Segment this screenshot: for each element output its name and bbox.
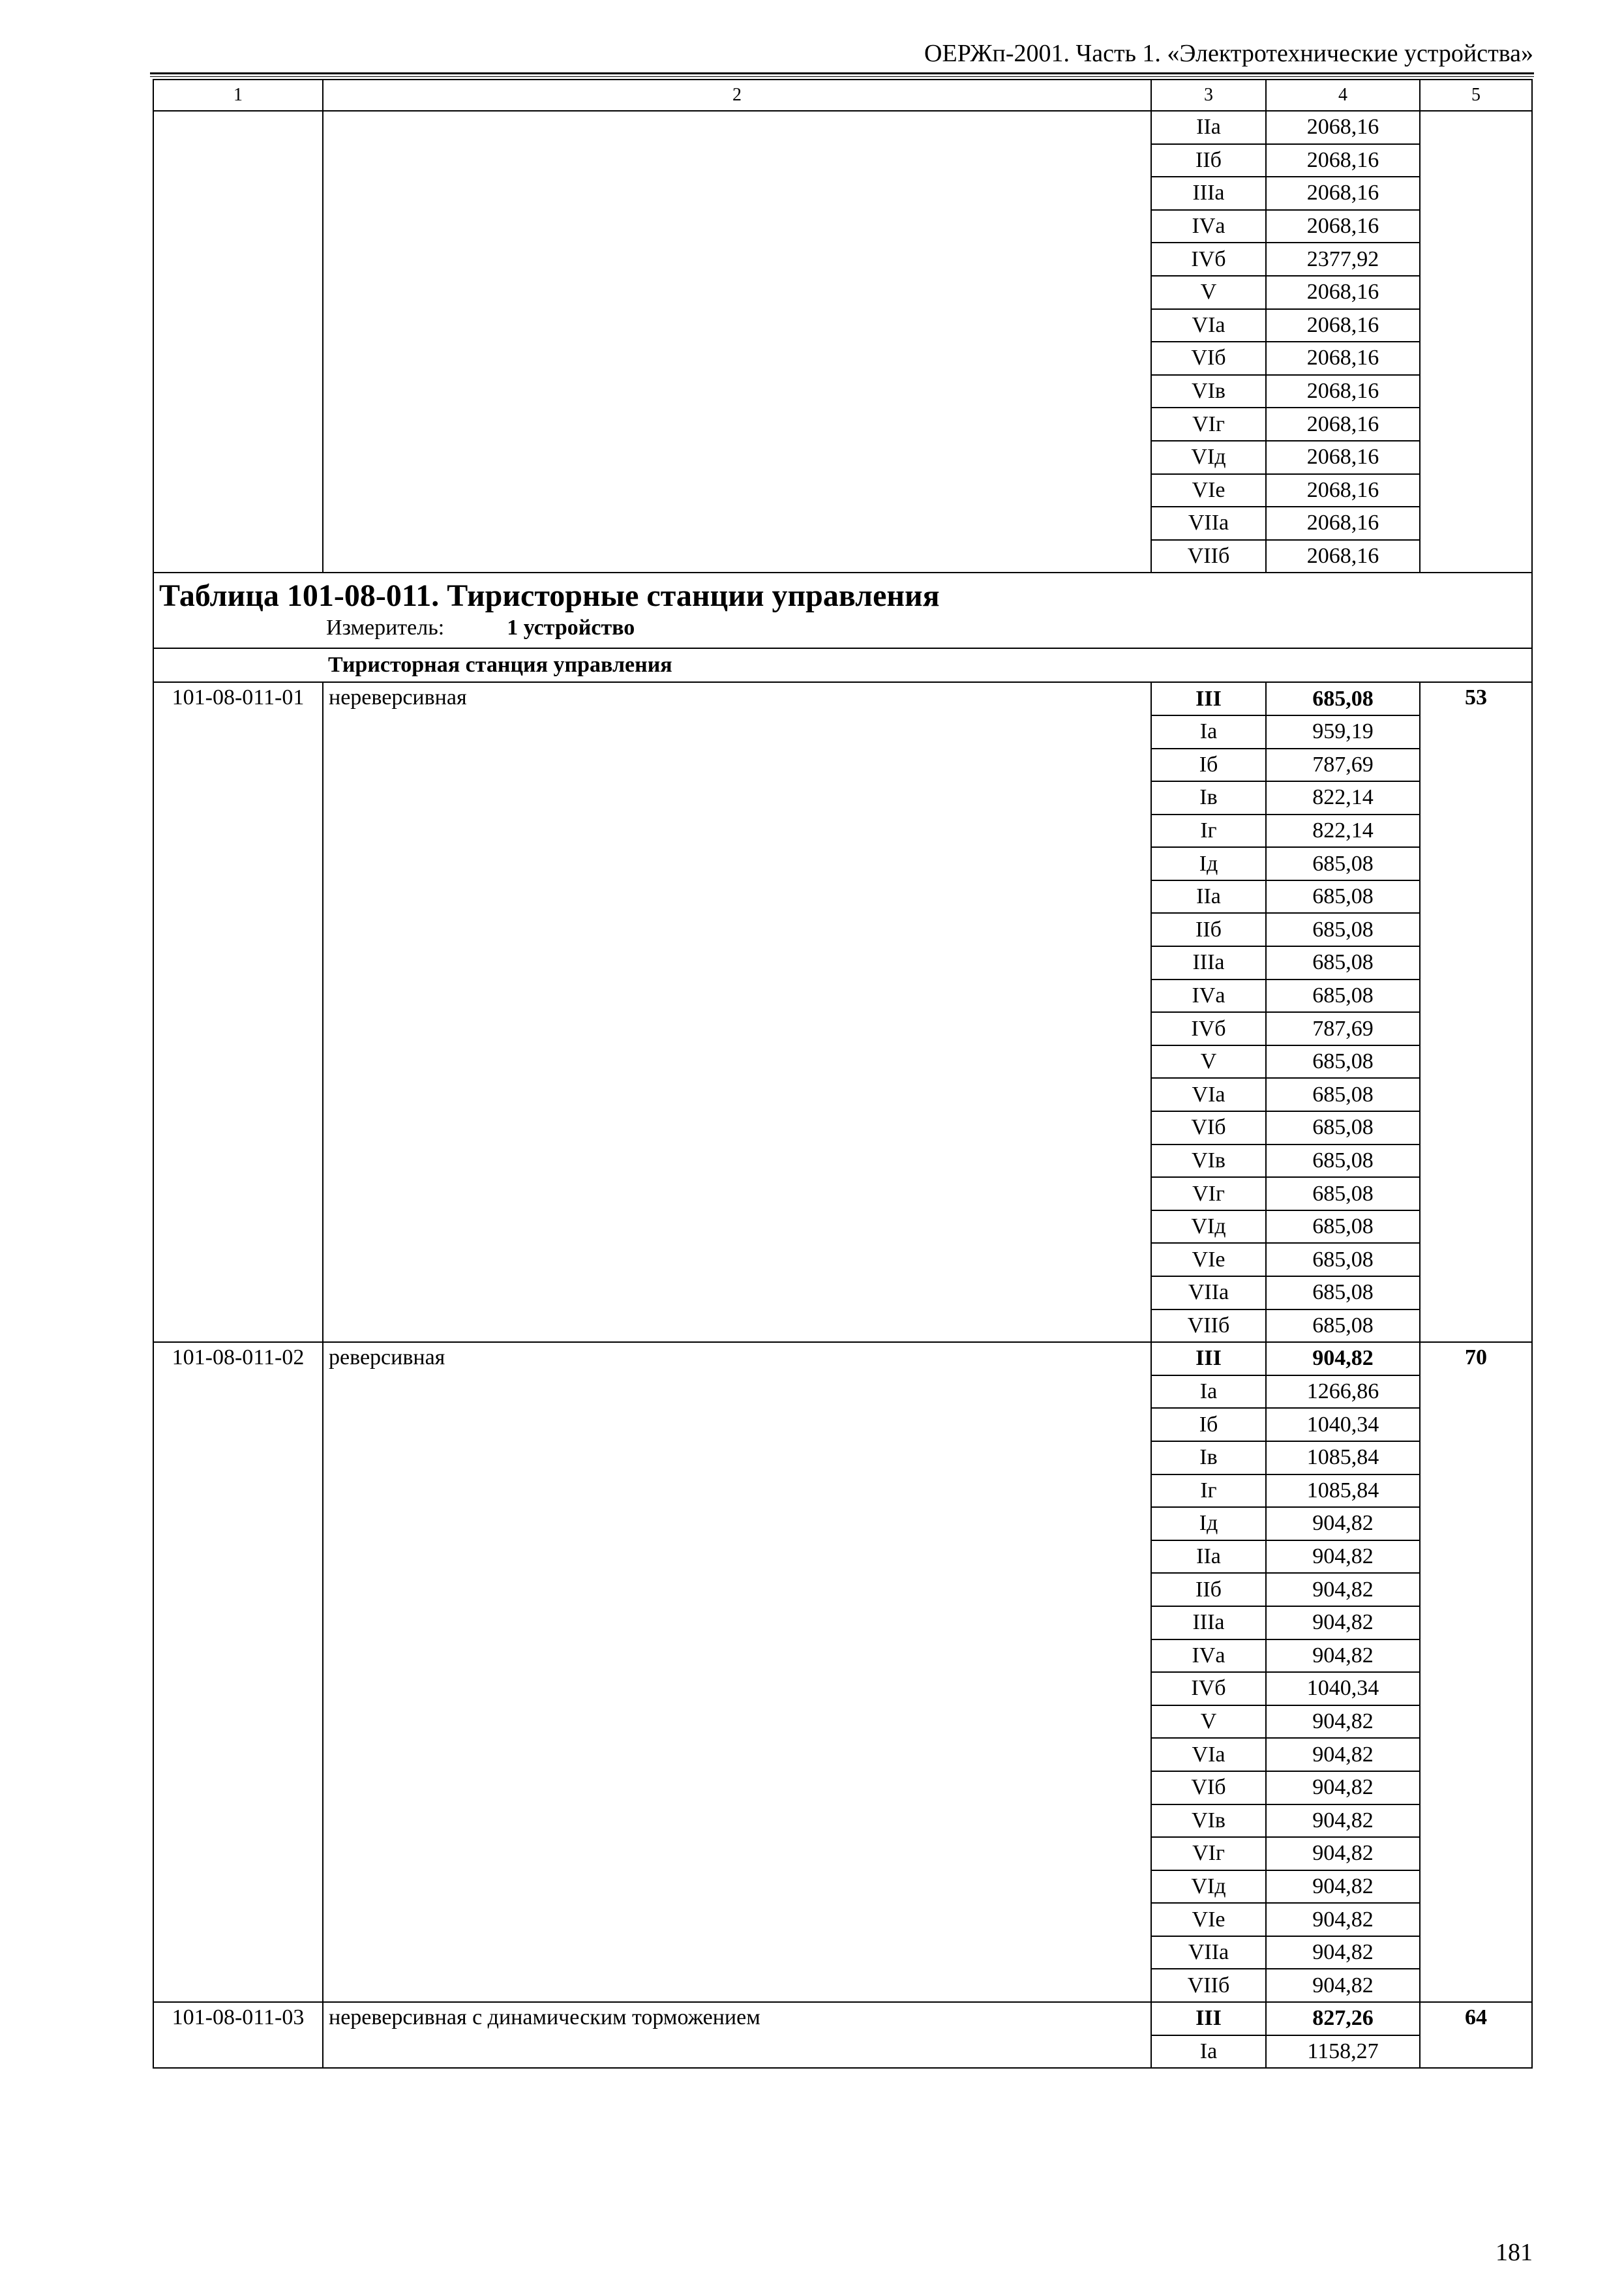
price-cell: 904,82 <box>1266 1771 1420 1804</box>
price-cell: 904,82 <box>1266 1903 1420 1936</box>
continuation-labor-cell <box>1420 111 1532 573</box>
zone-cell: VIд <box>1151 1210 1266 1244</box>
zone-cell: VIе <box>1151 1903 1266 1936</box>
zone-cell: IIб <box>1151 1573 1266 1606</box>
price-cell: 904,82 <box>1266 1969 1420 2002</box>
base-price-cell: 827,26 <box>1266 2002 1420 2035</box>
measure-label: Измеритель: <box>326 616 445 640</box>
price-cell: 1158,27 <box>1266 2035 1420 2069</box>
price-cell: 685,08 <box>1266 847 1420 880</box>
column-number: 5 <box>1420 80 1532 111</box>
price-cell: 685,08 <box>1266 1045 1420 1079</box>
zone-cell: IVб <box>1151 1672 1266 1705</box>
zone-cell: VIд <box>1151 441 1266 474</box>
price-cell: 685,08 <box>1266 946 1420 980</box>
price-cell: 787,69 <box>1266 1012 1420 1045</box>
zone-cell: Iв <box>1151 1441 1266 1474</box>
zone-cell: VIв <box>1151 1144 1266 1178</box>
price-cell: 822,14 <box>1266 815 1420 848</box>
item-code: 101-08-011-02 <box>153 1342 323 2002</box>
column-number-row <box>153 80 1532 111</box>
header-rule <box>150 72 1534 77</box>
price-cell: 904,82 <box>1266 1837 1420 1870</box>
price-cell: 904,82 <box>1266 1507 1420 1540</box>
price-cell: 685,08 <box>1266 1243 1420 1276</box>
group-title-row <box>153 648 1532 682</box>
column-number: 4 <box>1266 80 1420 111</box>
continuation-name-cell <box>323 111 1151 573</box>
zone-cell: Iд <box>1151 1507 1266 1540</box>
item-labor: 70 <box>1420 1342 1532 2002</box>
price-cell: 2068,16 <box>1266 408 1420 441</box>
zone-cell: IVа <box>1151 1639 1266 1673</box>
price-cell: 1040,34 <box>1266 1408 1420 1441</box>
zone-cell: IVб <box>1151 1012 1266 1045</box>
price-cell: 904,82 <box>1266 1639 1420 1673</box>
price-cell: 1266,86 <box>1266 1375 1420 1409</box>
price-cell: 1085,84 <box>1266 1474 1420 1508</box>
item-labor: 53 <box>1420 682 1532 1342</box>
zone-cell: V <box>1151 1045 1266 1079</box>
price-cell: 904,82 <box>1266 1738 1420 1771</box>
zone-cell: VIе <box>1151 474 1266 507</box>
price-cell: 2068,16 <box>1266 342 1420 375</box>
price-cell: 685,08 <box>1266 980 1420 1013</box>
price-table-body <box>153 80 1532 2068</box>
price-cell: 787,69 <box>1266 749 1420 782</box>
zone-cell: Iб <box>1151 1408 1266 1441</box>
zone-cell: VIг <box>1151 1177 1266 1210</box>
item-base-row <box>153 682 1532 715</box>
price-cell: 2068,16 <box>1266 276 1420 309</box>
zone-cell: Iв <box>1151 781 1266 815</box>
price-cell: 1040,34 <box>1266 1672 1420 1705</box>
price-cell: 685,08 <box>1266 1111 1420 1144</box>
zone-cell: IIIа <box>1151 1606 1266 1639</box>
group-title-spacer <box>153 648 323 682</box>
price-cell: 2068,16 <box>1266 507 1420 540</box>
zone-cell: V <box>1151 276 1266 309</box>
zone-cell: VIв <box>1151 1804 1266 1838</box>
zone-cell: VIIа <box>1151 1936 1266 1969</box>
zone-cell: IIа <box>1151 111 1266 144</box>
zone-cell: VIе <box>1151 1243 1266 1276</box>
zone-cell: VIIб <box>1151 540 1266 573</box>
base-zone-cell: III <box>1151 2002 1266 2035</box>
price-cell: 904,82 <box>1266 1606 1420 1639</box>
price-cell: 2068,16 <box>1266 474 1420 507</box>
section-title-row <box>153 573 1532 648</box>
price-cell: 904,82 <box>1266 1804 1420 1838</box>
base-zone-cell: III <box>1151 1342 1266 1375</box>
zone-cell: VIIб <box>1151 1309 1266 1343</box>
price-cell: 685,08 <box>1266 1144 1420 1178</box>
price-cell: 685,08 <box>1266 1210 1420 1244</box>
base-price-cell: 904,82 <box>1266 1342 1420 1375</box>
zone-cell: VIб <box>1151 1771 1266 1804</box>
price-cell: 2068,16 <box>1266 111 1420 144</box>
zone-cell: VIа <box>1151 1078 1266 1111</box>
item-code: 101-08-011-03 <box>153 2002 323 2068</box>
zone-cell: V <box>1151 1705 1266 1739</box>
price-cell: 685,08 <box>1266 913 1420 946</box>
zone-cell: IIа <box>1151 1540 1266 1574</box>
zone-cell: VIIа <box>1151 1276 1266 1309</box>
zone-cell: VIг <box>1151 1837 1266 1870</box>
price-cell: 904,82 <box>1266 1705 1420 1739</box>
zone-cell: Iб <box>1151 749 1266 782</box>
price-cell: 2068,16 <box>1266 309 1420 342</box>
zone-cell: VIа <box>1151 309 1266 342</box>
zone-cell: Iг <box>1151 1474 1266 1508</box>
zone-cell: IVб <box>1151 243 1266 276</box>
zone-cell: VIв <box>1151 375 1266 408</box>
group-title: Тиристорная станция управления <box>323 648 1532 682</box>
item-name: нереверсивная <box>323 682 1151 1342</box>
zone-cell: VIIа <box>1151 507 1266 540</box>
zone-cell: IIа <box>1151 880 1266 914</box>
zone-cell: Iд <box>1151 847 1266 880</box>
price-cell: 2068,16 <box>1266 540 1420 573</box>
zone-cell: VIа <box>1151 1738 1266 1771</box>
price-cell: 2068,16 <box>1266 441 1420 474</box>
zone-cell: VIд <box>1151 1870 1266 1904</box>
zone-cell: IVа <box>1151 980 1266 1013</box>
item-code: 101-08-011-01 <box>153 682 323 1342</box>
price-cell: 685,08 <box>1266 1276 1420 1309</box>
price-cell: 904,82 <box>1266 1573 1420 1606</box>
continuation-row <box>153 111 1532 144</box>
zone-cell: IIб <box>1151 913 1266 946</box>
zone-cell: VIб <box>1151 342 1266 375</box>
zone-cell: VIIб <box>1151 1969 1266 2002</box>
column-number: 2 <box>323 80 1151 111</box>
measure-unit: 1 устройство <box>507 616 635 640</box>
zone-cell: VIб <box>1151 1111 1266 1144</box>
section-title: Таблица 101-08-011. Тиристорные станции управления <box>159 578 940 614</box>
zone-cell: VIг <box>1151 408 1266 441</box>
zone-cell: IIIа <box>1151 177 1266 210</box>
zone-cell: Iа <box>1151 2035 1266 2069</box>
price-cell: 904,82 <box>1266 1936 1420 1969</box>
price-cell: 685,08 <box>1266 880 1420 914</box>
zone-cell: Iа <box>1151 1375 1266 1409</box>
price-cell: 685,08 <box>1266 1309 1420 1343</box>
item-base-row <box>153 2002 1532 2035</box>
item-base-row <box>153 1342 1532 1375</box>
zone-cell: IVа <box>1151 210 1266 243</box>
price-cell: 2068,16 <box>1266 375 1420 408</box>
price-cell: 685,08 <box>1266 1078 1420 1111</box>
continuation-code-cell <box>153 111 323 573</box>
zone-cell: Iг <box>1151 815 1266 848</box>
running-header: ОЕРЖп-2001. Часть 1. «Электротехнические устройства» <box>924 40 1533 67</box>
page-number: 181 <box>1496 2239 1533 2266</box>
zone-cell: Iа <box>1151 715 1266 749</box>
base-price-cell: 685,08 <box>1266 682 1420 715</box>
section-title-cell <box>153 573 1532 648</box>
price-table <box>153 79 1533 2069</box>
zone-cell: IIIа <box>1151 946 1266 980</box>
price-cell: 904,82 <box>1266 1540 1420 1574</box>
price-cell: 822,14 <box>1266 781 1420 815</box>
zone-cell: IIб <box>1151 144 1266 177</box>
item-name: нереверсивная с динамическим торможением <box>323 2002 1151 2068</box>
price-cell: 2068,16 <box>1266 177 1420 210</box>
price-cell: 685,08 <box>1266 1177 1420 1210</box>
price-cell: 2068,16 <box>1266 144 1420 177</box>
price-cell: 959,19 <box>1266 715 1420 749</box>
price-cell: 904,82 <box>1266 1870 1420 1904</box>
measure-line <box>154 615 1531 641</box>
item-name: реверсивная <box>323 1342 1151 2002</box>
price-cell: 1085,84 <box>1266 1441 1420 1474</box>
base-zone-cell: III <box>1151 682 1266 715</box>
item-labor: 64 <box>1420 2002 1532 2068</box>
column-number: 1 <box>153 80 323 111</box>
column-number: 3 <box>1151 80 1266 111</box>
price-cell: 2068,16 <box>1266 210 1420 243</box>
price-cell: 2377,92 <box>1266 243 1420 276</box>
